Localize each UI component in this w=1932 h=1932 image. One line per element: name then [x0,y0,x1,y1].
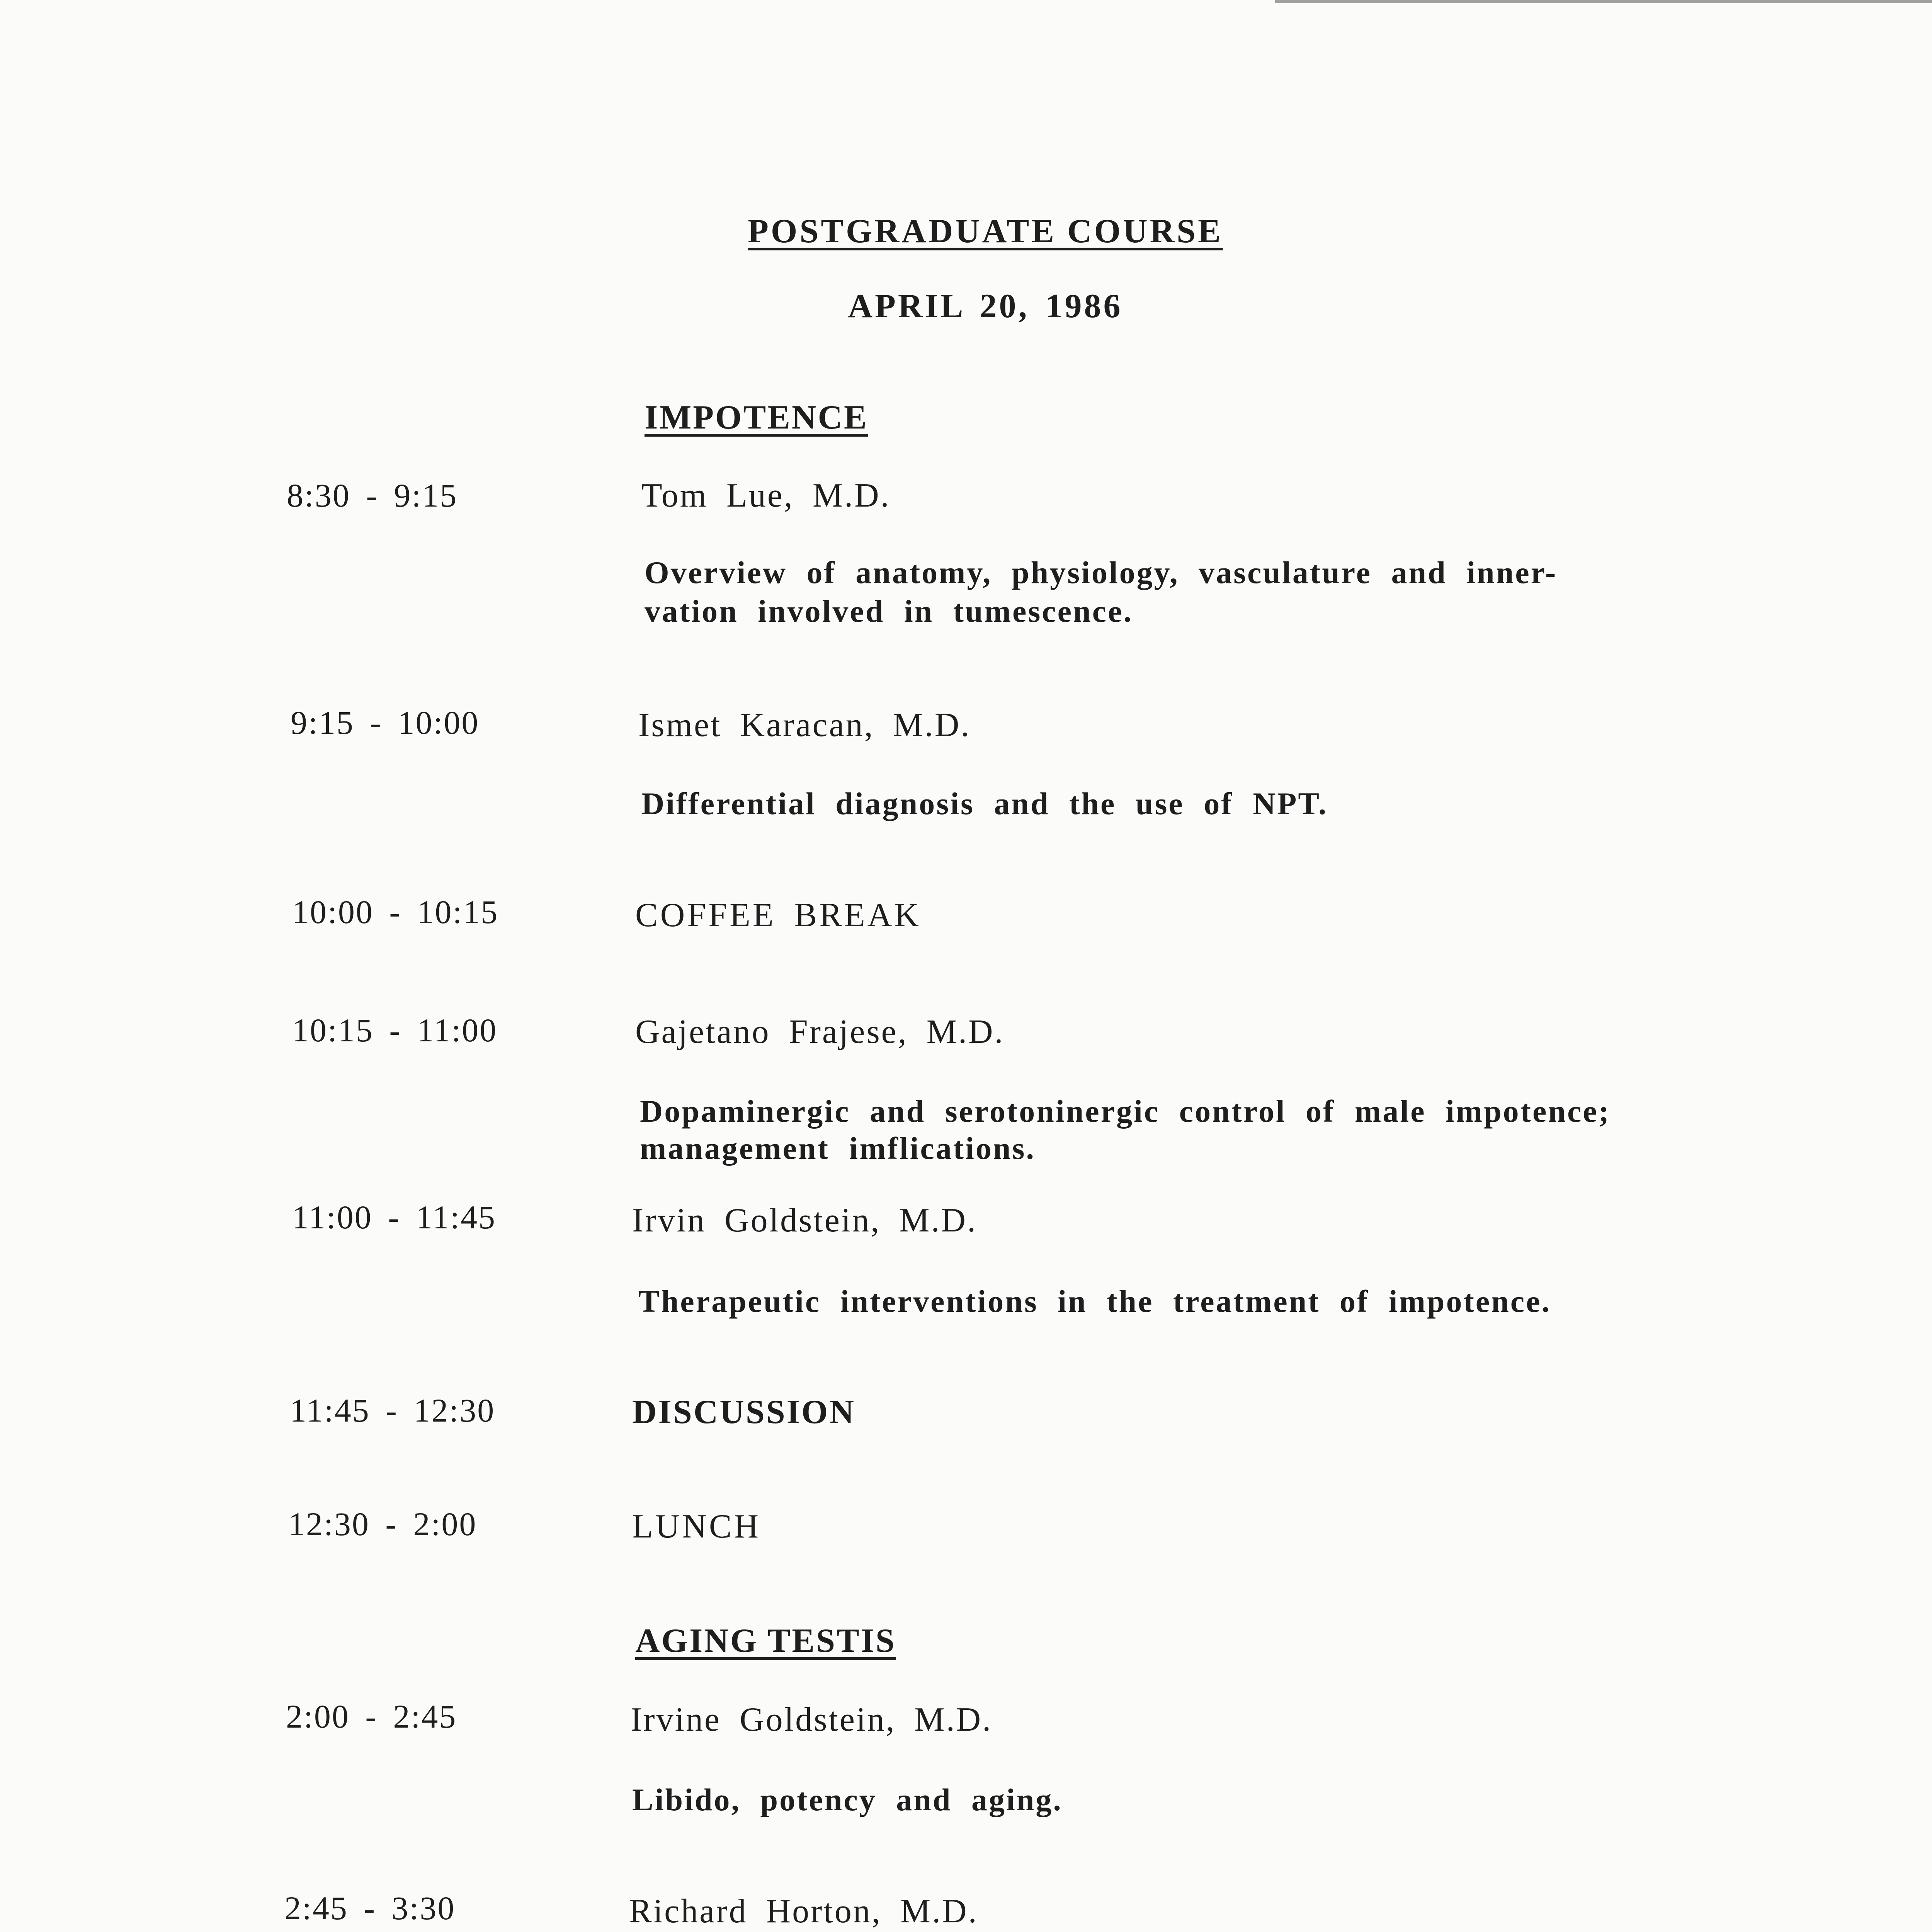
session-topic: Therapeutic interventions in the treatment of impotence. [638,1284,1551,1319]
session-topic: Dopaminergic and serotoninergic control of male impotence; [640,1094,1611,1129]
session-time: 2:45 - 3:30 [284,1889,456,1927]
session-speaker: Irvine Goldstein, M.D. [631,1701,993,1738]
session-time: 11:45 - 12:30 [290,1392,495,1429]
session-time: 2:00 - 2:45 [286,1698,457,1735]
session-speaker: Gajetano Frajese, M.D. [635,1013,1005,1051]
session-speaker: Ismet Karacan, M.D. [638,706,971,744]
lunch-label: LUNCH [632,1508,761,1545]
session-speaker: Tom Lue, M.D. [641,477,891,514]
session-time: 10:15 - 11:00 [292,1012,498,1049]
session-topic: Libido, potency and aging. [632,1782,1063,1817]
session-time: 12:30 - 2:00 [288,1505,477,1543]
session-time: 10:00 - 10:15 [292,893,499,930]
session-topic-continued: vation involved in tumescence. [645,594,1133,629]
session-topic: Differential diagnosis and the use of NPT. [641,786,1328,821]
session-topic-continued: management imflications. [640,1131,1036,1166]
session-time: 8:30 - 9:15 [287,477,458,514]
session-speaker: Irvin Goldstein, M.D. [632,1202,978,1239]
session-speaker: Richard Horton, M.D. [629,1893,978,1930]
course-date: APRIL 20, 1986 [848,287,1123,325]
session-time: 11:00 - 11:45 [292,1199,497,1236]
section-heading-aging-testis: AGING TESTIS [635,1622,896,1660]
session-time: 9:15 - 10:00 [291,704,480,741]
page-title: POSTGRADUATE COURSE [748,213,1223,250]
session-topic: Overview of anatomy, physiology, vasculature and inner- [645,555,1558,590]
coffee-break-label: COFFEE BREAK [635,896,921,934]
section-heading-impotence: IMPOTENCE [645,399,868,436]
scan-edge-top [1275,0,1932,3]
discussion-label: DISCUSSION [632,1393,855,1431]
